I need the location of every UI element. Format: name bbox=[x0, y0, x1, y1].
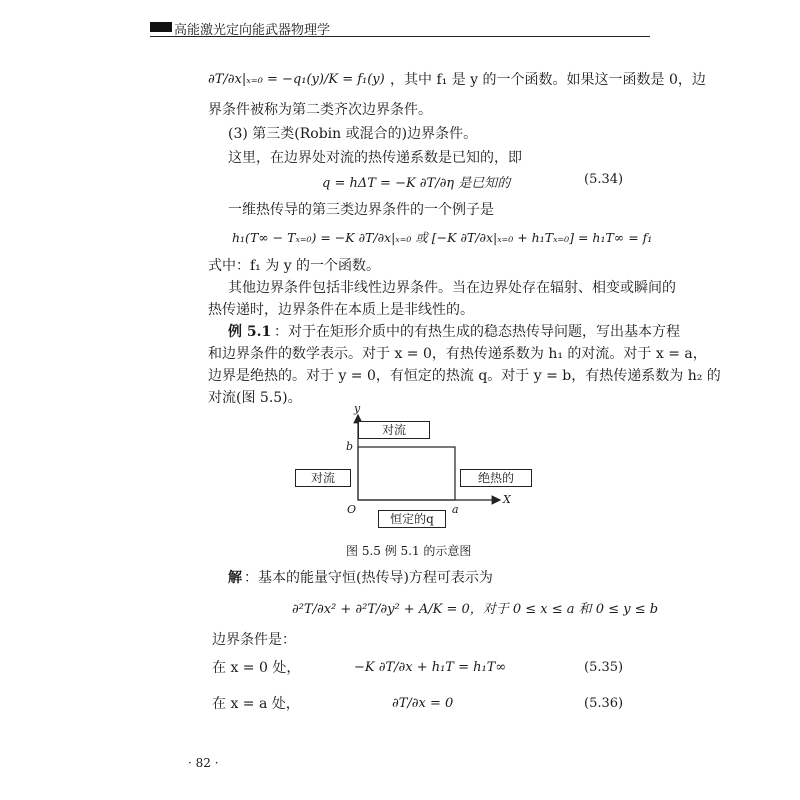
text-line-8: 热传递时，边界条件在本质上是非线性的。 bbox=[208, 302, 474, 318]
running-header-title: 高能激光定向能武器物理学 bbox=[174, 23, 331, 38]
equation-number-5-34: (5.34) bbox=[584, 172, 624, 187]
rectangle-medium bbox=[358, 447, 455, 500]
box-right-adiabatic: 绝热的 bbox=[460, 469, 532, 487]
equation-number-5-36: (5.36) bbox=[584, 696, 624, 711]
text-line-5: 一维热传导的第三类边界条件的一个例子是 bbox=[228, 202, 494, 218]
axis-label-y: y bbox=[354, 402, 361, 415]
equation-main: ∂²T/∂x² + ∂²T/∂y² + A/K = 0，对于 0 ≤ x ≤ a 和 0 ≤ y ≤ b bbox=[292, 602, 659, 617]
text-line-1: ，其中 f₁ 是 y 的一个函数。如果这一函数是 0，边 bbox=[390, 72, 706, 88]
figure-caption: 图 5.5 例 5.1 的示意图 bbox=[346, 544, 472, 558]
equation-5-35: −K ∂T/∂x + h₁T = h₁T∞ bbox=[354, 660, 507, 675]
equation-top: ∂T/∂x|ₓ₌₀ = −q₁(y)/K = f₁(y) bbox=[208, 72, 385, 87]
axis-label-b: b bbox=[346, 440, 354, 453]
equation-5-36: ∂T/∂x = 0 bbox=[392, 696, 454, 711]
text-line-10: 和边界条件的数学表示。对于 x = 0，有热传递系数为 h₁ 的对流。对于 x = a， bbox=[208, 346, 707, 362]
text-line-4: 这里，在边界处对流的热传递系数是已知的，即 bbox=[228, 150, 522, 166]
axis-label-x: X bbox=[503, 493, 511, 506]
bc1-location: 在 x = 0 处， bbox=[212, 660, 301, 676]
text-line-6: 式中：f₁ 为 y 的一个函数。 bbox=[208, 258, 381, 274]
equation-robin: h₁(T∞ − Tₓ₌₀) = −K ∂T/∂x|ₓ₌₀ 或 [−K ∂T/∂x|ₓ₌₀ + h₁Tₓ₌₀] = h₁T∞ = f₁ bbox=[232, 230, 653, 245]
solution-intro: ：基本的能量守恒(热传导)方程可表示为 bbox=[244, 570, 493, 586]
box-left-convection: 对流 bbox=[295, 469, 351, 487]
example-label: 例 5.1 bbox=[228, 324, 272, 340]
text-line-12: 对流(图 5.5)。 bbox=[208, 390, 302, 406]
text-line-3: (3) 第三类(Robin 或混合的)边界条件。 bbox=[228, 126, 478, 142]
axis-label-a: a bbox=[452, 503, 459, 516]
boundary-intro: 边界条件是： bbox=[212, 632, 296, 648]
box-top-convection: 对流 bbox=[358, 421, 430, 439]
text-line-7: 其他边界条件包括非线性边界条件。当在边界处存在辐射、相变或瞬间的 bbox=[228, 280, 676, 296]
text-line-11: 边界是绝热的。对于 y = 0，有恒定的热流 q。对于 y = b，有热传递系数为 h₂ 的 bbox=[208, 368, 721, 384]
text-line-2: 界条件被称为第二类齐次边界条件。 bbox=[208, 102, 432, 118]
page-number: · 82 · bbox=[188, 756, 219, 770]
bc2-location: 在 x = a 处， bbox=[212, 696, 300, 712]
box-bottom-constant-flux: 恒定的q bbox=[378, 510, 446, 528]
axis-label-origin: O bbox=[347, 503, 357, 516]
equation-number-5-35: (5.35) bbox=[584, 660, 624, 675]
text-line-9: ：对于在矩形介质中的有热生成的稳态热传导问题，写出基本方程 bbox=[274, 324, 680, 340]
solution-label: 解 bbox=[228, 570, 242, 586]
equation-5-34: q = hΔT = −K ∂T/∂η 是已知的 bbox=[322, 176, 511, 191]
